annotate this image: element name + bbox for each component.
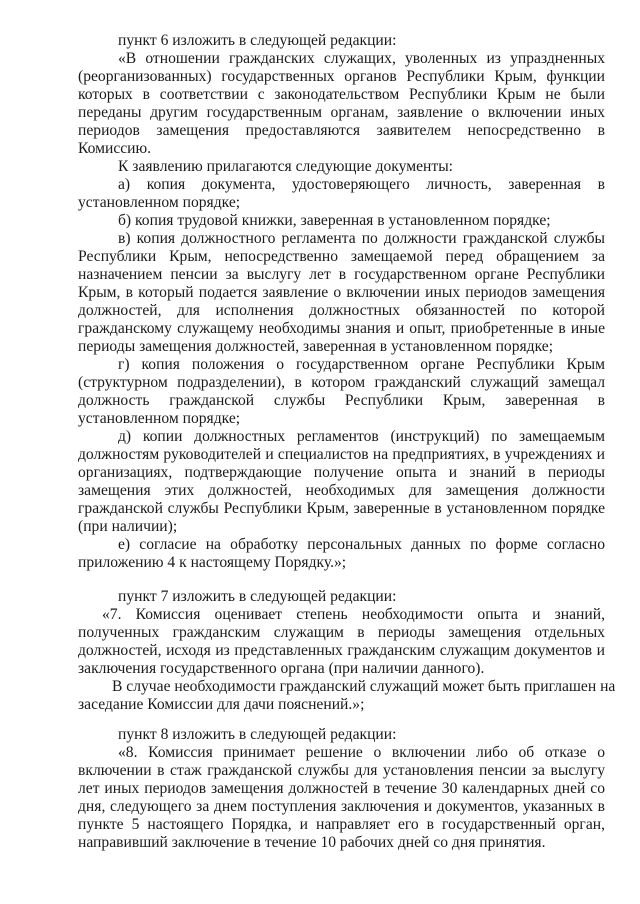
text-line: периоды замещения должностей, заверенная в установленном порядке;	[78, 338, 554, 355]
text-line: назначением пенсии за выслугу лет в государственном органе Республики	[78, 266, 605, 283]
text-line: направивший заключение в течение 10 рабочих дней со дня принятия.	[78, 834, 546, 851]
text-line: (при наличии);	[78, 518, 178, 535]
text-line: которых в соответствии с законодательством Республики Крым не были	[78, 86, 605, 103]
text-line: заключения государственного органа (при наличии данного).	[78, 660, 485, 677]
text-line: полученных гражданским служащим в периоды замещения отдельных	[78, 624, 605, 641]
text-line: замещения этих должностей, необходимых для замещения должности	[78, 482, 605, 499]
text-line: дня, следующего за днем поступления заключения и документов, указанных в	[78, 798, 605, 815]
text-line: В случае необходимости гражданский служащий может быть приглашен на	[112, 678, 616, 695]
text-line: должностям руководителей и специалистов на предприятиях, в учреждениях и	[78, 446, 605, 463]
text-line: пункт 7 изложить в следующей редакции:	[118, 588, 397, 605]
text-line: Крым, в который подается заявление о включении иных периодов замещения	[78, 284, 605, 301]
text-line: приложению 4 к настоящему Порядку.»;	[78, 554, 347, 571]
text-line: установленном порядке;	[78, 194, 241, 211]
text-line: Республики Крым, непосредственно замещаемой перед обращением за	[78, 248, 605, 265]
text-line: должностей, для исполнения должностных обязанностей по которой	[78, 302, 605, 319]
text-line: лет иных периодов замещения должностей в течение 30 календарных дней со	[78, 780, 605, 797]
text-line: д) копии должностных регламентов (инструкций) по замещаемым	[118, 428, 605, 445]
text-line: гражданскому служащему необходимы знания и опыт, приобретенные в иные	[78, 320, 605, 337]
text-line: в) копия должностного регламента по должности гражданской службы	[118, 230, 605, 247]
text-line: (реорганизованных) государственных органов Республики Крым, функции	[78, 68, 605, 85]
text-line: б) копия трудовой книжки, заверенная в установленном порядке;	[118, 212, 551, 229]
text-line: г) копия положения о государственном органе Республики Крым	[118, 356, 605, 373]
text-line: К заявлению прилагаются следующие документы:	[118, 158, 454, 175]
text-line: (структурном подразделении), в котором гражданский служащий замещал	[78, 374, 605, 391]
text-line: гражданской службы Республики Крым, заверенные в установленном порядке	[78, 500, 605, 517]
text-line: должностей, исходя из представленных гражданским служащим документов и	[78, 642, 605, 659]
text-line: переданы другим государственным органам, заявление о включении иных	[78, 104, 605, 121]
text-line: а) копия документа, удостоверяющего личность, заверенная в	[118, 176, 605, 193]
text-line: пункт 6 изложить в следующей редакции:	[118, 32, 397, 49]
text-line: е) согласие на обработку персональных данных по форме согласно	[118, 536, 605, 553]
text-line: организациях, подтверждающие получение опыта и знаний в периоды	[78, 464, 605, 481]
text-line: пункте 5 настоящего Порядка, и направляет его в государственный орган,	[78, 816, 605, 833]
text-line: включении в стаж гражданской службы для установления пенсии за выслугу	[78, 762, 605, 779]
text-line: «В отношении гражданских служащих, уволенных из упраздненных	[118, 50, 605, 67]
text-line: пункт 8 изложить в следующей редакции:	[118, 726, 397, 743]
text-line: заседание Комиссии для дачи пояснений.»;	[78, 696, 365, 713]
text-line: Комиссию.	[78, 140, 152, 157]
text-line: «8. Комиссия принимает решение о включении либо об отказе о	[118, 744, 605, 761]
text-line: периодов замещения предоставляются заявителем непосредственно в	[78, 122, 605, 139]
text-line: должность гражданской службы Республики Крым, заверенная в	[78, 392, 605, 409]
text-line: установленном порядке;	[78, 410, 241, 427]
text-line: «7. Комиссия оценивает степень необходимости опыта и знаний,	[102, 606, 605, 623]
